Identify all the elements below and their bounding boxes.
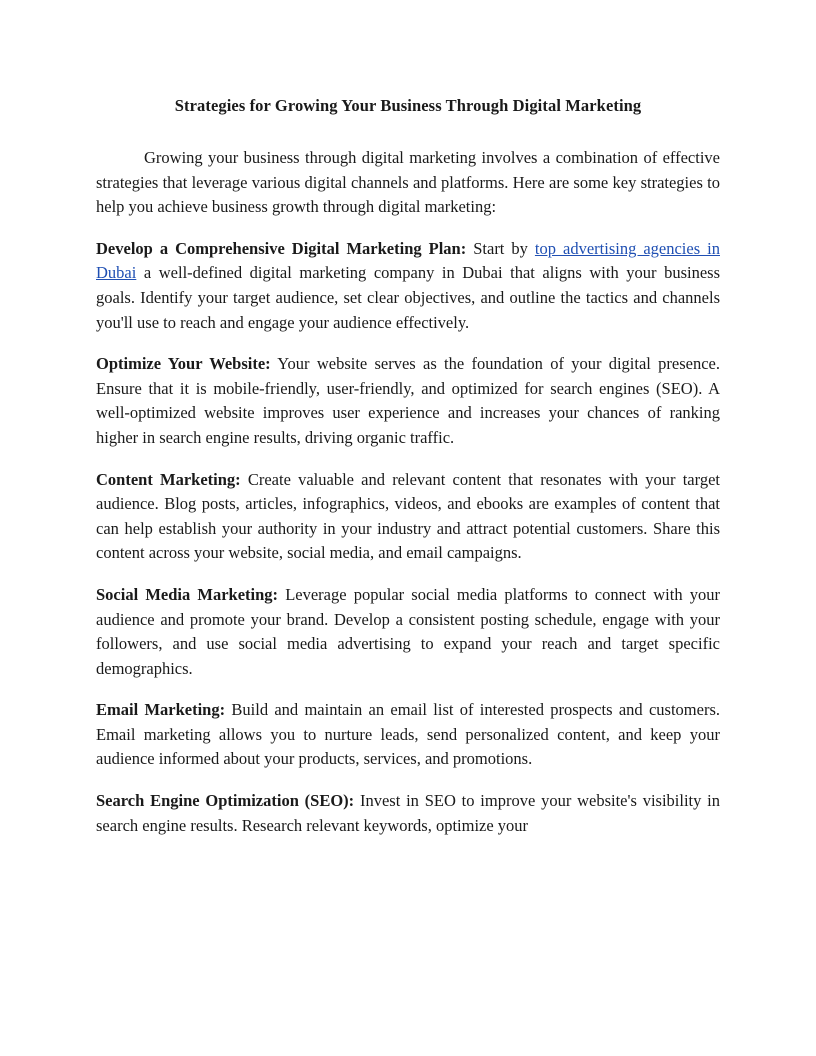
- section-lead-5: Email Marketing:: [96, 700, 226, 720]
- page-title: Strategies for Growing Your Business Through Digital Marketing: [174, 96, 642, 115]
- section-lead-6: Search Engine Optimization (SEO):: [96, 791, 355, 811]
- section-text-5: Build and maintain an email list of interested prospects and customers. Email marketing allows you to nurture leads, send personalized content, and keep your audience informed about your products, services, and promotions.: [96, 700, 720, 769]
- section-text-6: Invest in SEO to improve your website's visibility in search engine results. Research relevant keywords, optimize your: [96, 791, 720, 835]
- section-text-1a: Start by: [466, 238, 535, 258]
- section-paragraph-2: [96, 352, 720, 450]
- section-lead-4: Social Media Marketing:: [96, 584, 279, 604]
- section-lead-3: Content Marketing:: [96, 469, 241, 489]
- section-lead-2: Optimize Your Website:: [96, 354, 271, 374]
- section-text-3: Create valuable and relevant content that resonates with your target audience. Blog posts, articles, infographics, videos, and ebooks are examples of content that can help establish your authority in your industry and attract potential customers. Share this content across your website, social media, and email campaigns.: [96, 469, 720, 563]
- section-text-2: Your website serves as the foundation of your digital presence. Ensure that it is mobile-friendly, user-friendly, and optimized for search engines (SEO). A well-optimized website improves user experience and increases your chances of ranking higher in search engine results, driving organic traffic.: [96, 354, 720, 447]
- advertising-agencies-link[interactable]: top advertising agencies in Dubai: [96, 238, 720, 283]
- section-lead-1: Develop a Comprehensive Digital Marketing Plan:: [96, 238, 467, 258]
- section-paragraph-4: [96, 583, 720, 681]
- section-paragraph-1: [96, 237, 720, 335]
- section-paragraph-3: [96, 468, 720, 566]
- section-paragraph-6: [96, 789, 720, 838]
- section-text-1b: a well-defined digital marketing company in Dubai that aligns with your business goals. Identify your target audience, set clear objectives, and outline the tactics and channels you'll use to reach and engage your audience effectively.: [96, 263, 720, 332]
- section-text-4: Leverage popular social media platforms to connect with your audience and promote your brand. Develop a consistent posting schedule, engage with your followers, and use social media advertising to expand your reach and target specific demographics.: [96, 584, 720, 678]
- intro-paragraph: Growing your business through digital marketing involves a combination of effective strategies that leverage various digital channels and platforms. Here are some key strategies to help you achieve business growth through digital marketing:: [96, 148, 720, 217]
- section-paragraph-5: [96, 698, 720, 772]
